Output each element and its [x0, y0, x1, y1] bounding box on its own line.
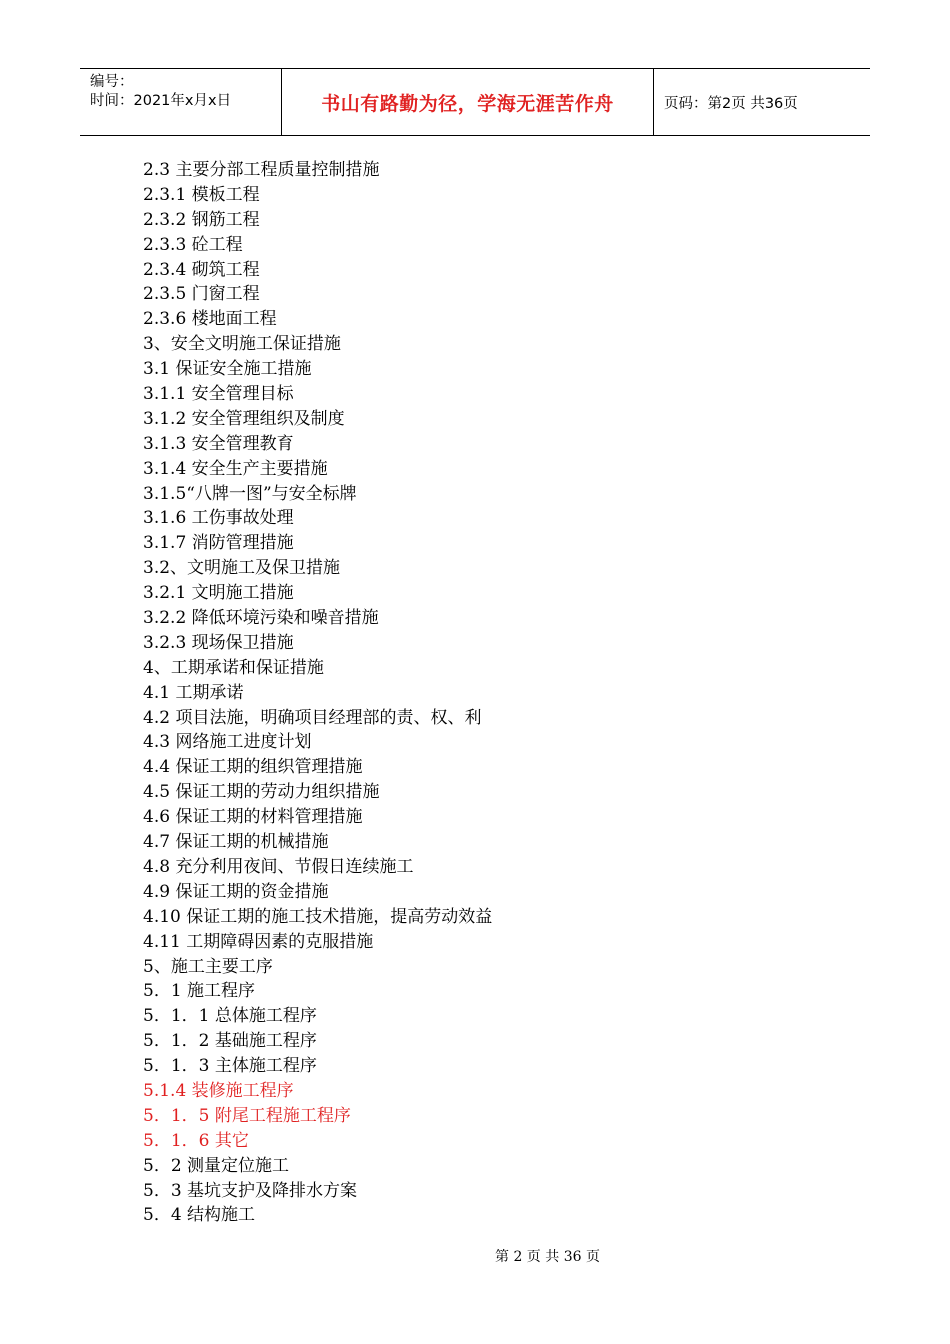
toc-entry: 4.9 保证工期的资金措施 [143, 881, 329, 902]
toc-entry: 2.3 主要分部工程质量控制措施 [143, 160, 380, 180]
toc-entry: 3.2.2 降低环境污染和噪音措施 [143, 608, 379, 629]
toc-entry: 3.1.4 安全生产主要措施 [143, 458, 328, 479]
toc-entry: 4.10 保证工期的施工技术措施，提高劳动效益 [143, 906, 493, 927]
toc-entry: 3.1.1 安全管理目标 [143, 384, 294, 405]
toc-entry: 3.1.7 消防管理措施 [143, 533, 294, 554]
toc-entry: 2.3.3 砼工程 [143, 234, 243, 255]
table-of-contents [143, 158, 843, 1228]
toc-entry: 5．1．5 附尾工程施工程序 [143, 1105, 351, 1126]
toc-entry: 4.2 项目法施，明确项目经理部的责、权、利 [143, 707, 482, 728]
document-number-label: 编号： [90, 74, 134, 90]
toc-entry: 4.4 保证工期的组织管理措施 [143, 757, 363, 778]
header-motto: 书山有路勤为径，学海无涯苦作舟 [282, 69, 654, 135]
toc-entry: 5．1．3 主体施工程序 [143, 1056, 317, 1077]
page-header [80, 68, 870, 136]
toc-entry: 4.11 工期障碍因素的克服措施 [143, 931, 374, 952]
toc-entry: 5．1 施工程序 [143, 981, 256, 1002]
toc-entry: 2.3.1 模板工程 [143, 184, 260, 205]
toc-entry: 5．1．2 基础施工程序 [143, 1031, 317, 1052]
toc-entry: 4.5 保证工期的劳动力组织措施 [143, 782, 380, 803]
toc-entry: 5．2 测量定位施工 [143, 1155, 290, 1176]
header-page-info: 页码：第2页 共36页 [664, 95, 798, 112]
toc-entry: 2.3.6 楼地面工程 [143, 309, 277, 330]
toc-entry: 3.1.5“八牌一图”与安全标牌 [143, 483, 357, 504]
toc-entry: 5、施工主要工序 [143, 956, 273, 977]
header-left-cell [80, 69, 282, 135]
page-footer: 第 2 页 共 36 页 [495, 1249, 600, 1265]
toc-entry: 3.1.2 安全管理组织及制度 [143, 408, 345, 429]
toc-entry: 3.1 保证安全施工措施 [143, 359, 312, 380]
toc-entry: 3.1.3 安全管理教育 [143, 433, 294, 454]
toc-entry: 2.3.2 钢筋工程 [143, 209, 260, 230]
toc-entry: 5．1．6 其它 [143, 1130, 249, 1151]
toc-entry: 5．3 基坑支护及降排水方案 [143, 1180, 358, 1201]
document-time-label: 时间：2021年x月x日 [90, 93, 232, 109]
toc-entry: 4.7 保证工期的机械措施 [143, 832, 329, 853]
toc-entry: 5．1．1 总体施工程序 [143, 1006, 317, 1027]
toc-entry: 4、工期承诺和保证措施 [143, 657, 324, 678]
toc-entry: 3.1.6 工伤事故处理 [143, 508, 294, 529]
toc-entry: 3.2.3 现场保卫措施 [143, 632, 294, 653]
toc-entry: 5.1.4 装修施工程序 [143, 1080, 294, 1101]
toc-entry: 4.8 充分利用夜间、节假日连续施工 [143, 856, 414, 877]
toc-entry: 2.3.4 砌筑工程 [143, 259, 260, 280]
toc-entry: 3、安全文明施工保证措施 [143, 334, 341, 355]
toc-entry: 5．4 结构施工 [143, 1205, 256, 1226]
toc-entry: 3.2、文明施工及保卫措施 [143, 558, 341, 579]
toc-entry: 4.6 保证工期的材料管理措施 [143, 807, 363, 828]
toc-entry: 4.1 工期承诺 [143, 682, 244, 703]
toc-entry: 2.3.5 门窗工程 [143, 284, 260, 305]
toc-entry: 4.3 网络施工进度计划 [143, 732, 312, 753]
toc-entry: 3.2.1 文明施工措施 [143, 583, 294, 604]
